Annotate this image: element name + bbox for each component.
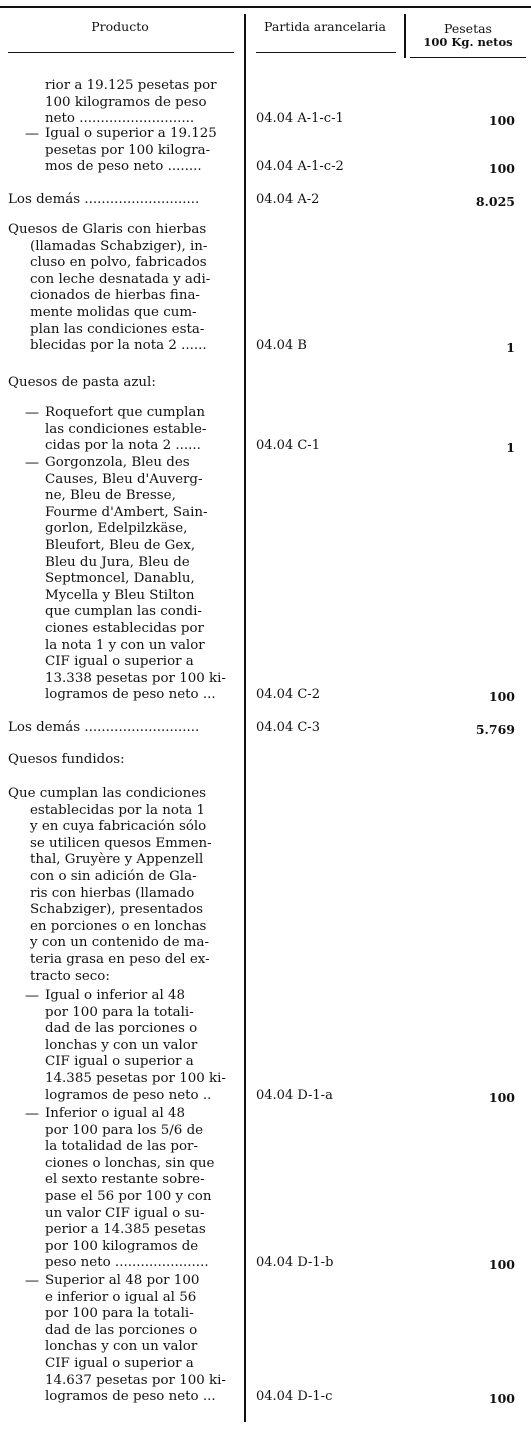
description-line: ne, Bleu de Bresse, xyxy=(45,488,176,504)
description-line: Quesos fundidos: xyxy=(8,752,125,767)
product-description xyxy=(8,375,156,392)
description-line: cionados de hierbas fina- xyxy=(30,288,200,304)
description-line: en porciones o en lonchas xyxy=(30,918,207,934)
pesetas-value: 8.025 xyxy=(475,194,515,209)
description-line: plan las condiciones esta- xyxy=(30,321,205,337)
header-pesetas: Pesetas xyxy=(444,21,492,36)
description-line: 14.637 pesetas por 100 ki- xyxy=(45,1372,226,1388)
header-underline-pesetas xyxy=(410,57,526,58)
pesetas-value: 100 xyxy=(488,689,515,705)
description-line: gorlon, Edelpilzkäse, xyxy=(45,521,188,537)
description-line: Igual o superior a 19.125 xyxy=(45,126,217,141)
description-line: por 100 para la totali- xyxy=(45,1306,194,1322)
product-description xyxy=(8,786,212,985)
description-line: (llamadas Schabziger), in- xyxy=(30,238,208,254)
description-line: Los demás ........................... xyxy=(8,192,200,207)
tariff-code: 04.04 B xyxy=(256,338,307,354)
tariff-code: 04.04 D-1-c xyxy=(256,1389,333,1405)
product-description xyxy=(45,78,217,128)
description-line: cluso en polvo, fabricados xyxy=(30,255,207,271)
description-line: Septmoncel, Danablu, xyxy=(45,571,195,587)
tariff-code: 04.04 C-2 xyxy=(256,687,320,703)
description-line: logramos de peso neto ... xyxy=(45,687,216,703)
description-line: 14.385 pesetas por 100 ki- xyxy=(45,1070,226,1086)
description-line: CIF igual o superior a xyxy=(45,1054,194,1070)
tariff-code: 04.04 A-2 xyxy=(256,192,320,207)
description-line: Igual o inferior al 48 xyxy=(45,988,186,1003)
description-line: el sexto restante sobre- xyxy=(45,1172,205,1188)
pesetas-value: 100 xyxy=(488,1089,515,1105)
pesetas-value: 1 xyxy=(506,340,515,356)
description-line: Inferior o igual al 48 xyxy=(45,1106,186,1121)
list-dash: — xyxy=(25,455,39,471)
tariff-code: 04.04 C-3 xyxy=(256,720,320,735)
description-line: por 100 para la totali- xyxy=(45,1004,194,1020)
description-line: con leche desnatada y adi- xyxy=(30,271,211,287)
description-line: thal, Gruyère y Appenzell xyxy=(30,852,204,868)
description-line: Gorgonzola, Bleu des xyxy=(45,455,190,470)
description-line: Fourme d'Ambert, Sain- xyxy=(45,504,208,520)
description-line: ris con hierbas (llamado xyxy=(30,885,195,901)
description-line: y en cuya fabricación sólo xyxy=(30,819,207,835)
tariff-code: 04.04 D-1-a xyxy=(256,1087,333,1103)
header-underline-producto xyxy=(8,52,234,53)
description-line: Que cumplan las condiciones xyxy=(8,786,207,801)
header-producto: Producto xyxy=(91,19,149,34)
list-dash: — xyxy=(25,988,39,1004)
description-line: CIF igual o superior a xyxy=(45,654,194,670)
pesetas-value: 5.769 xyxy=(475,722,515,737)
header-pesetas-sub: 100 Kg. netos xyxy=(423,35,513,49)
tariff-code: 04.04 D-1-b xyxy=(256,1255,334,1271)
header-partida: Partida arancelaria xyxy=(264,19,386,34)
description-line: lonchas y con un valor xyxy=(45,1339,198,1355)
description-line: Causes, Bleu d'Auverg- xyxy=(45,471,203,487)
tariff-code: 04.04 A-1-c-2 xyxy=(256,159,344,175)
pesetas-value: 100 xyxy=(488,1257,515,1273)
description-line: 13.338 pesetas por 100 ki- xyxy=(45,670,226,686)
product-description xyxy=(45,988,226,1104)
product-description xyxy=(8,752,125,769)
description-line: por 100 para los 5/6 de xyxy=(45,1122,204,1138)
product-description xyxy=(45,1273,226,1406)
pesetas-value: 100 xyxy=(488,161,515,177)
description-line: e inferior o igual al 56 xyxy=(45,1289,197,1305)
pesetas-value: 100 xyxy=(488,1391,515,1407)
list-dash: — xyxy=(25,405,39,421)
pesetas-value: 100 xyxy=(488,113,515,129)
description-line: mente molidas que cum- xyxy=(30,304,197,320)
description-line: tracto seco: xyxy=(30,968,110,984)
description-line: por 100 kilogramos de xyxy=(45,1238,199,1254)
description-line: las condiciones estable- xyxy=(45,421,207,437)
product-description xyxy=(45,405,206,455)
description-line: dad de las porciones o xyxy=(45,1021,198,1037)
description-line: Los demás ........................... xyxy=(8,720,200,735)
pesetas-value: 1 xyxy=(506,440,515,456)
description-line: se utilicen quesos Emmen- xyxy=(30,835,212,851)
description-line: Quesos de pasta azul: xyxy=(8,375,156,390)
tariff-code: 04.04 C-1 xyxy=(256,438,320,454)
list-dash: — xyxy=(25,1273,39,1289)
tariff-code: 04.04 A-1-c-1 xyxy=(256,111,344,127)
description-line: cidas por la nota 2 ...... xyxy=(45,438,201,454)
product-description xyxy=(8,222,210,355)
product-description xyxy=(45,1106,214,1272)
description-line: logramos de peso neto .. xyxy=(45,1087,212,1103)
description-line: la nota 1 y con un valor xyxy=(45,637,205,653)
description-line: ciones o lonchas, sin que xyxy=(45,1155,215,1171)
product-description xyxy=(8,720,199,737)
description-line: blecidas por la nota 2 ...... xyxy=(30,338,207,354)
description-line: teria grasa en peso del ex- xyxy=(30,951,210,967)
description-line: la totalidad de las por- xyxy=(45,1139,198,1155)
description-line: dad de las porciones o xyxy=(45,1322,198,1338)
description-line: logramos de peso neto ... xyxy=(45,1389,216,1405)
description-line: y con un contenido de ma- xyxy=(30,935,210,951)
description-line: Schabziger), presentados xyxy=(30,902,204,918)
description-line: establecidas por la nota 1 xyxy=(30,802,206,818)
description-line: peso neto ...................... xyxy=(45,1255,209,1271)
description-line: rior a 19.125 pesetas por xyxy=(45,78,217,93)
description-line: ciones establecidas por xyxy=(45,620,204,636)
header-underline-partida xyxy=(256,52,396,53)
product-description xyxy=(45,455,226,704)
description-line: Bleu du Jura, Bleu de xyxy=(45,554,190,570)
description-line: con o sin adición de Gla- xyxy=(30,868,197,884)
product-description xyxy=(8,192,199,209)
column-separator-1 xyxy=(244,14,246,1422)
description-line: perior a 14.385 pesetas xyxy=(45,1222,206,1238)
description-line: Quesos de Glaris con hierbas xyxy=(8,222,207,237)
description-line: mos de peso neto ........ xyxy=(45,159,202,175)
column-separator-2 xyxy=(404,14,406,58)
description-line: 100 kilogramos de peso xyxy=(45,94,207,110)
description-line: lonchas y con un valor xyxy=(45,1037,198,1053)
list-dash: — xyxy=(25,1106,39,1122)
description-line: pase el 56 por 100 y con xyxy=(45,1188,212,1204)
description-line: Mycella y Bleu Stilton xyxy=(45,587,195,603)
description-line: Bleufort, Bleu de Gex, xyxy=(45,537,196,553)
list-dash: — xyxy=(25,126,39,142)
description-line: neto ........................... xyxy=(45,111,195,127)
description-line: Superior al 48 por 100 xyxy=(45,1273,200,1288)
description-line: pesetas por 100 kilogra- xyxy=(45,142,211,158)
top-rule xyxy=(0,6,531,8)
description-line: que cumplan las condi- xyxy=(45,604,202,620)
product-description xyxy=(45,126,217,176)
description-line: CIF igual o superior a xyxy=(45,1355,194,1371)
description-line: Roquefort que cumplan xyxy=(45,405,205,420)
description-line: un valor CIF igual o su- xyxy=(45,1205,205,1221)
